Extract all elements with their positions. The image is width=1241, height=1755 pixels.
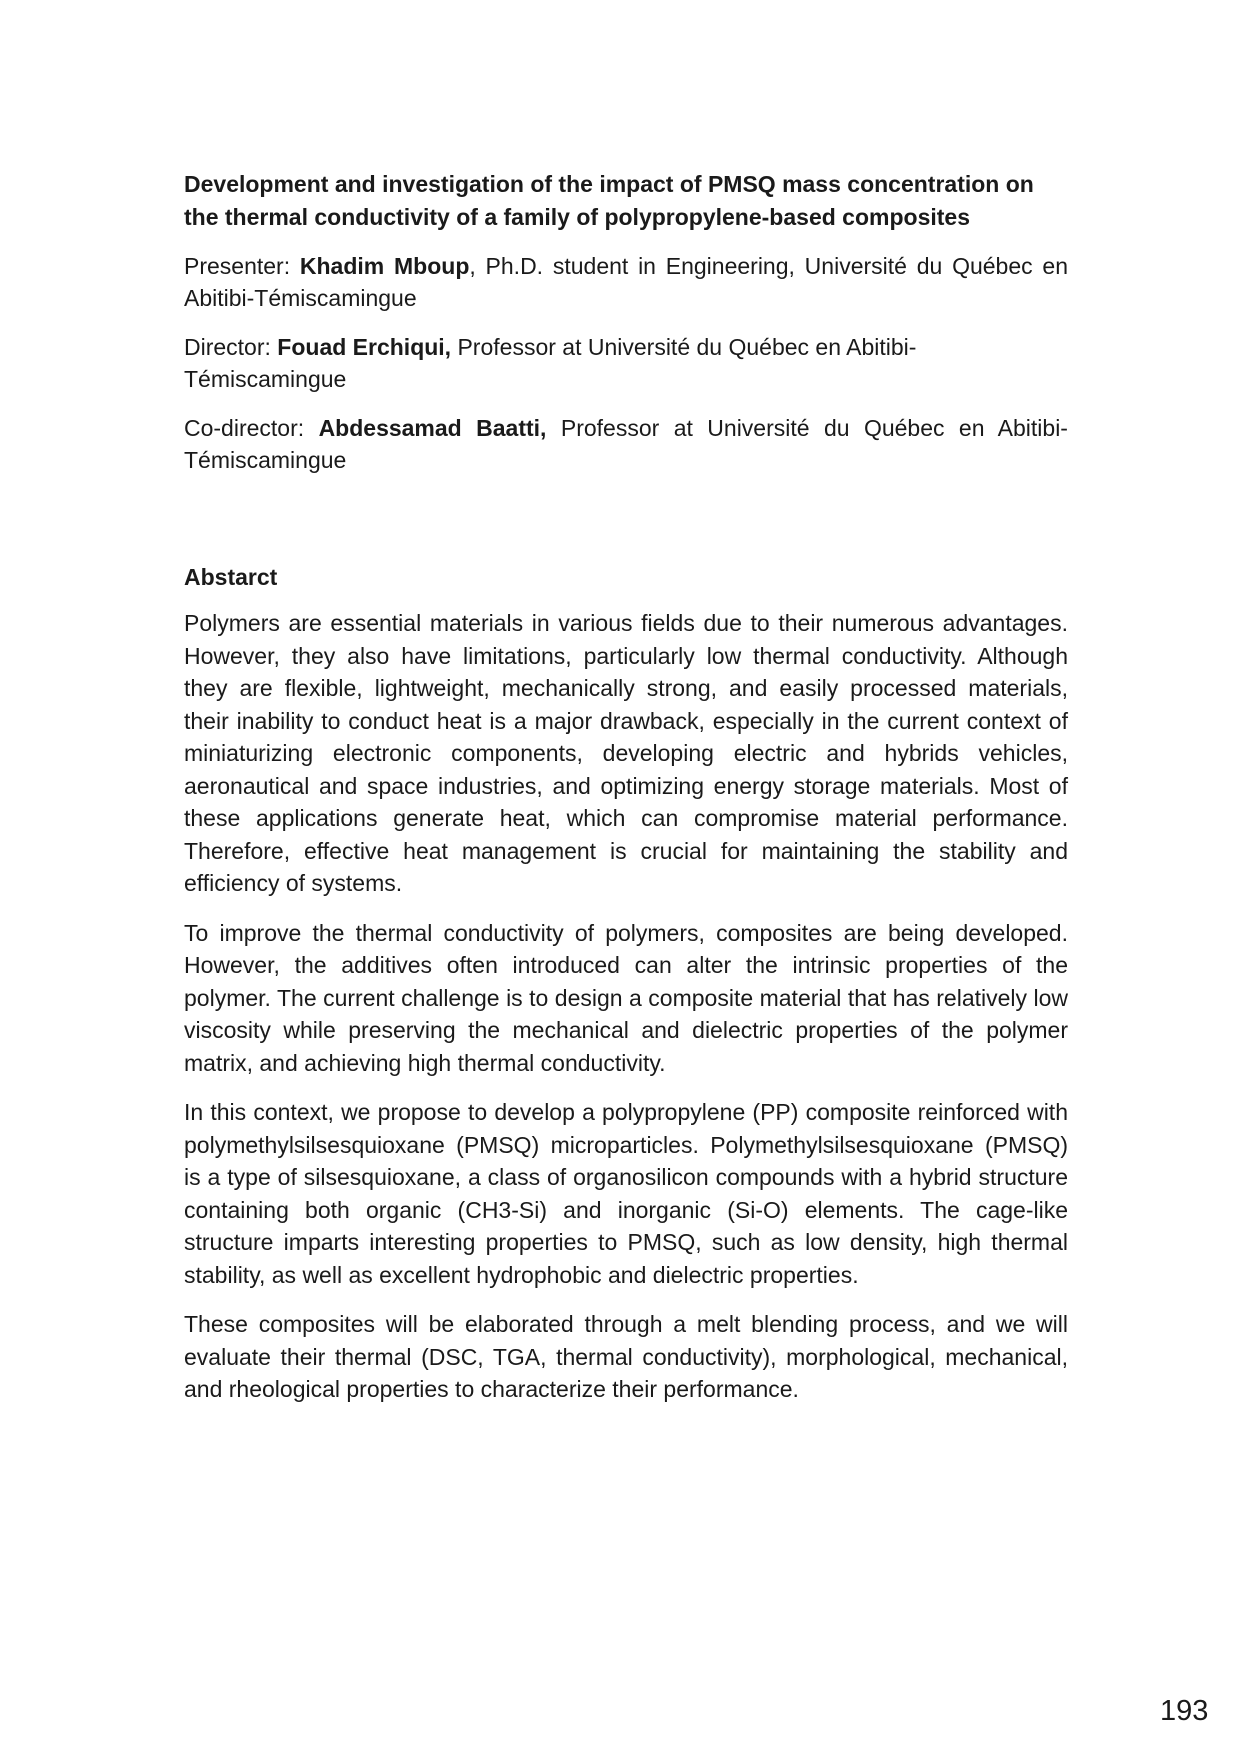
abstract-paragraph: Polymers are essential materials in various fields due to their numerous advantages. However, they also have limitations, particularly low thermal conductivity. Although they are flexible, lightweight, mechanically strong, and easily processed materials, their inability to conduct heat is a major drawback, especially in the current context of miniaturizing electronic components, developing electric and hybrids vehicles, aeronautical and space industries, and optimizing energy storage materials. Most of these applications generate heat, which can compromise material performance. Therefore, effective heat management is crucial for maintaining the stability and efficiency of systems. (184, 610, 1068, 896)
page-number: 193 (1160, 1695, 1209, 1727)
director-line (184, 331, 1068, 395)
director-affiliation: Professor at Université du Québec en Abitibi-Témiscamingue (184, 334, 917, 392)
director-name: Fouad Erchiqui, (277, 334, 452, 360)
section-spacer (184, 493, 1068, 561)
paper-title: Development and investigation of the impact of PMSQ mass concentration on the thermal conductivity of a family of polypropylene-based composites (184, 171, 1034, 230)
abstract-paragraph: These composites will be elaborated through a melt blending process, and we will evaluate their thermal (DSC, TGA, thermal conductivity), morphological, mechanical, and rheological properties to characterize their performance. (184, 1311, 1068, 1402)
director-prefix: Director: (184, 334, 278, 360)
abstract-paragraph: To improve the thermal conductivity of polymers, composites are being developed. However, the additives often introduced can alter the intrinsic properties of the polymer. The current challenge is to design a composite material that has relatively low viscosity while preserving the mechanical and dielectric properties of the polymer matrix, and achieving high thermal conductivity. (184, 919, 1068, 1076)
presenter-line (184, 250, 1068, 314)
page-content (184, 168, 1068, 1423)
abstract-paragraph: In this context, we propose to develop a polypropylene (PP) composite reinforced with polymethylsilsesquioxane (PMSQ) microparticles. Polymethylsilsesquioxane (PMSQ) is a type of silsesquioxane, a class of organosilicon compounds with a hybrid structure containing both organic (CH3-Si) and inorganic (Si-O) elements. The cage-like structure imparts interesting properties to PMSQ, such as low density, high thermal stability, as well as excellent hydrophobic and dielectric properties. (184, 1099, 1068, 1288)
abstract-heading: Abstarct (184, 564, 278, 590)
codirector-prefix: Co-director: (184, 415, 319, 441)
codirector-name: Abdessamad Baatti, (318, 415, 547, 441)
codirector-line (184, 412, 1068, 476)
presenter-affiliation: , Ph.D. student in Engineering, Université du Québec en Abitibi-Témiscamingue (184, 253, 1068, 311)
presenter-prefix: Presenter: (184, 253, 300, 279)
codirector-affiliation: Professor at Université du Québec en Abitibi-Témiscamingue (184, 415, 1068, 473)
presenter-name: Khadim Mboup (299, 253, 470, 279)
